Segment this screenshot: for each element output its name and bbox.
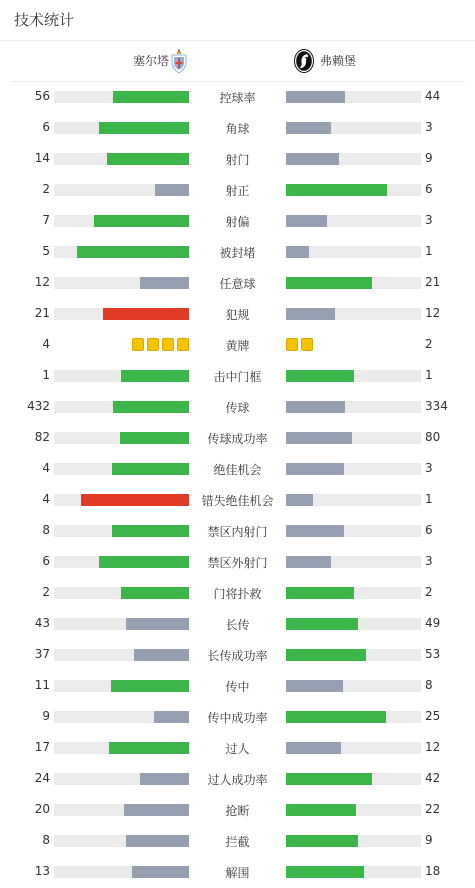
stat-row (0, 825, 475, 856)
home-bar-track (54, 401, 189, 413)
teams-header (10, 41, 465, 82)
home-bar-track (54, 525, 189, 537)
yellow-card-icon (286, 338, 298, 351)
home-bar-fill (107, 153, 189, 165)
home-bar-track (54, 587, 189, 599)
home-bar-track (54, 91, 189, 103)
away-bar-track (286, 277, 421, 289)
stat-label: 传中 (225, 680, 250, 694)
home-value: 1 (42, 368, 50, 382)
away-bar-track (286, 494, 421, 506)
away-bar-track (286, 618, 421, 630)
away-value: 44 (425, 89, 441, 103)
away-value: 8 (425, 678, 433, 692)
home-bar-track (54, 184, 189, 196)
stat-label: 过人 (225, 742, 250, 756)
stat-row (0, 732, 475, 763)
away-bar-fill (286, 680, 343, 692)
away-bar-fill (286, 184, 387, 196)
away-bar-track (286, 308, 421, 320)
stat-row (0, 236, 475, 267)
home-bar-track (54, 649, 189, 661)
home-bar-fill (112, 463, 189, 475)
away-bar-fill (286, 742, 341, 754)
home-bar-track (54, 773, 189, 785)
home-bar-fill (134, 649, 189, 661)
stat-row (0, 546, 475, 577)
away-value: 18 (425, 864, 441, 878)
stat-label: 绝佳机会 (213, 463, 262, 477)
stat-label: 黄牌 (225, 339, 250, 353)
away-bar-track (286, 122, 421, 134)
away-bar-fill (286, 91, 345, 103)
away-bar-track (286, 370, 421, 382)
away-bar-fill (286, 432, 352, 444)
stat-label: 过人成功率 (207, 773, 268, 787)
away-bar-fill (286, 463, 344, 475)
home-bar-track (54, 866, 189, 878)
stat-row (0, 763, 475, 794)
away-bar-track (286, 866, 421, 878)
page-title: 技术统计 (14, 11, 75, 29)
away-bar-fill (286, 649, 366, 661)
home-bar-track (54, 463, 189, 475)
away-bar-fill (286, 277, 372, 289)
home-bar-fill (113, 401, 189, 413)
away-bar-track (286, 401, 421, 413)
away-value: 2 (425, 585, 433, 599)
home-bar-fill (112, 525, 189, 537)
home-bar-fill (126, 618, 189, 630)
away-bar-fill (286, 215, 327, 227)
away-bar-track (286, 184, 421, 196)
away-value: 6 (425, 182, 433, 196)
stats-list (0, 81, 475, 887)
away-bar-fill (286, 804, 356, 816)
away-value: 42 (425, 771, 441, 785)
stat-label: 被封堵 (219, 246, 256, 260)
home-bar-track (54, 153, 189, 165)
home-value: 14 (34, 151, 50, 165)
home-bar-fill (103, 308, 189, 320)
away-value: 25 (425, 709, 441, 723)
away-bar-fill (286, 308, 335, 320)
away-bar-fill (286, 773, 372, 785)
home-bar-track (54, 308, 189, 320)
stat-row (0, 515, 475, 546)
home-value: 5 (42, 244, 50, 258)
home-yellow-cards (132, 338, 189, 351)
away-bar-fill (286, 525, 344, 537)
stat-row (0, 174, 475, 205)
stat-label: 禁区内射门 (207, 525, 268, 539)
away-value: 9 (425, 151, 433, 165)
away-value: 3 (425, 213, 433, 227)
home-bar-fill (99, 556, 189, 568)
away-bar-track (286, 432, 421, 444)
home-bar-fill (99, 122, 189, 134)
home-value: 11 (34, 678, 50, 692)
away-bar-track (286, 153, 421, 165)
home-value: 17 (34, 740, 50, 754)
stat-row (0, 701, 475, 732)
away-value: 1 (425, 492, 433, 506)
stat-row (0, 639, 475, 670)
home-value: 20 (34, 802, 50, 816)
stat-label: 传球成功率 (207, 432, 268, 446)
home-value: 4 (42, 492, 50, 506)
away-bar-fill (286, 246, 309, 258)
stat-label: 解围 (225, 866, 250, 880)
home-bar-fill (120, 432, 189, 444)
home-bar-fill (132, 866, 189, 878)
home-bar-fill (155, 184, 189, 196)
away-value: 22 (425, 802, 441, 816)
away-bar-track (286, 587, 421, 599)
stat-row (0, 422, 475, 453)
home-value: 56 (34, 89, 50, 103)
home-bar-track (54, 742, 189, 754)
home-value: 4 (42, 337, 50, 351)
stat-row (0, 794, 475, 825)
home-bar-track (54, 432, 189, 444)
away-bar-track (286, 556, 421, 568)
home-bar-fill (126, 835, 189, 847)
stat-label: 传中成功率 (207, 711, 268, 725)
home-bar-fill (154, 711, 189, 723)
away-value: 3 (425, 461, 433, 475)
home-bar-track (54, 835, 189, 847)
away-bar-track (286, 773, 421, 785)
home-value: 8 (42, 523, 50, 537)
home-bar-track (54, 711, 189, 723)
stat-label: 门将扑救 (213, 587, 262, 601)
stat-label: 犯规 (225, 308, 250, 322)
home-value: 2 (42, 182, 50, 196)
away-value: 6 (425, 523, 433, 537)
home-bar-fill (113, 91, 189, 103)
home-value: 21 (34, 306, 50, 320)
away-bar-fill (286, 587, 354, 599)
home-bar-track (54, 618, 189, 630)
away-bar-fill (286, 122, 331, 134)
home-bar-fill (81, 494, 189, 506)
stat-row (0, 484, 475, 515)
stat-label: 传球 (225, 401, 250, 415)
stat-label: 击中门框 (213, 370, 262, 384)
away-team-logo-icon (293, 48, 315, 74)
yellow-card-icon (301, 338, 313, 351)
stat-row (0, 577, 475, 608)
home-bar-track (54, 246, 189, 258)
home-value: 82 (34, 430, 50, 444)
home-value: 43 (34, 616, 50, 630)
page-header (0, 0, 475, 41)
home-bar-track (54, 122, 189, 134)
home-bar-fill (124, 804, 189, 816)
away-bar-track (286, 804, 421, 816)
stat-label: 角球 (225, 122, 250, 136)
away-bar-fill (286, 835, 358, 847)
away-bar-fill (286, 866, 364, 878)
away-bar-fill (286, 618, 358, 630)
home-bar-fill (109, 742, 189, 754)
home-bar-fill (140, 773, 189, 785)
home-value: 37 (34, 647, 50, 661)
away-value: 80 (425, 430, 441, 444)
away-value: 2 (425, 337, 433, 351)
home-value: 13 (34, 864, 50, 878)
home-bar-track (54, 804, 189, 816)
away-value: 12 (425, 740, 441, 754)
stat-label: 控球率 (219, 91, 256, 105)
away-bar-track (286, 246, 421, 258)
away-bar-track (286, 711, 421, 723)
stat-label: 长传成功率 (207, 649, 268, 663)
home-team-logo-icon (169, 48, 189, 74)
stat-label: 拦截 (225, 835, 250, 849)
home-value: 7 (42, 213, 50, 227)
yellow-card-icon (177, 338, 189, 351)
stat-row (0, 267, 475, 298)
away-bar-fill (286, 153, 339, 165)
away-bar-track (286, 680, 421, 692)
away-bar-track (286, 835, 421, 847)
home-bar-track (54, 494, 189, 506)
away-bar-track (286, 742, 421, 754)
stat-row (0, 205, 475, 236)
home-value: 24 (34, 771, 50, 785)
home-value: 6 (42, 554, 50, 568)
stat-label: 射正 (225, 184, 250, 198)
home-bar-track (54, 370, 189, 382)
away-value: 21 (425, 275, 441, 289)
home-value: 8 (42, 833, 50, 847)
away-team-name: 弗赖堡 (320, 54, 357, 68)
home-bar-track (54, 277, 189, 289)
home-bar-fill (121, 370, 189, 382)
stat-row (0, 608, 475, 639)
stat-row (0, 453, 475, 484)
home-value: 6 (42, 120, 50, 134)
stat-row (0, 360, 475, 391)
stat-label: 射偏 (225, 215, 250, 229)
stat-row (0, 329, 475, 360)
away-bar-track (286, 463, 421, 475)
away-value: 49 (425, 616, 441, 630)
away-value: 12 (425, 306, 441, 320)
away-value: 3 (425, 120, 433, 134)
stat-label: 抢断 (225, 804, 250, 818)
home-value: 12 (34, 275, 50, 289)
home-bar-fill (111, 680, 189, 692)
stat-row (0, 298, 475, 329)
home-value: 4 (42, 461, 50, 475)
away-value: 1 (425, 244, 433, 258)
home-team-name: 塞尔塔 (132, 54, 169, 68)
stat-row (0, 670, 475, 701)
home-value: 9 (42, 709, 50, 723)
away-bar-track (286, 215, 421, 227)
home-bar-track (54, 556, 189, 568)
away-yellow-cards (286, 338, 313, 351)
away-value: 9 (425, 833, 433, 847)
stat-label: 射门 (225, 153, 250, 167)
away-value: 334 (425, 399, 448, 413)
yellow-card-icon (132, 338, 144, 351)
away-value: 53 (425, 647, 441, 661)
stat-label: 任意球 (219, 277, 256, 291)
away-bar-fill (286, 370, 354, 382)
stat-row (0, 112, 475, 143)
away-value: 3 (425, 554, 433, 568)
stat-label: 错失绝佳机会 (201, 494, 274, 508)
away-bar-track (286, 649, 421, 661)
home-bar-fill (121, 587, 189, 599)
home-bar-track (54, 215, 189, 227)
home-value: 2 (42, 585, 50, 599)
away-value: 1 (425, 368, 433, 382)
stat-row (0, 391, 475, 422)
stat-label: 禁区外射门 (207, 556, 268, 570)
home-bar-track (54, 680, 189, 692)
yellow-card-icon (147, 338, 159, 351)
stat-label: 长传 (225, 618, 250, 632)
away-bar-fill (286, 556, 331, 568)
away-bar-track (286, 91, 421, 103)
stat-row (0, 856, 475, 887)
away-bar-fill (286, 711, 386, 723)
away-bar-fill (286, 494, 313, 506)
away-bar-track (286, 525, 421, 537)
stat-row (0, 143, 475, 174)
home-value: 432 (27, 399, 50, 413)
home-bar-fill (77, 246, 189, 258)
stat-row (0, 81, 475, 112)
yellow-card-icon (162, 338, 174, 351)
home-bar-fill (140, 277, 189, 289)
home-bar-fill (94, 215, 189, 227)
away-bar-fill (286, 401, 345, 413)
